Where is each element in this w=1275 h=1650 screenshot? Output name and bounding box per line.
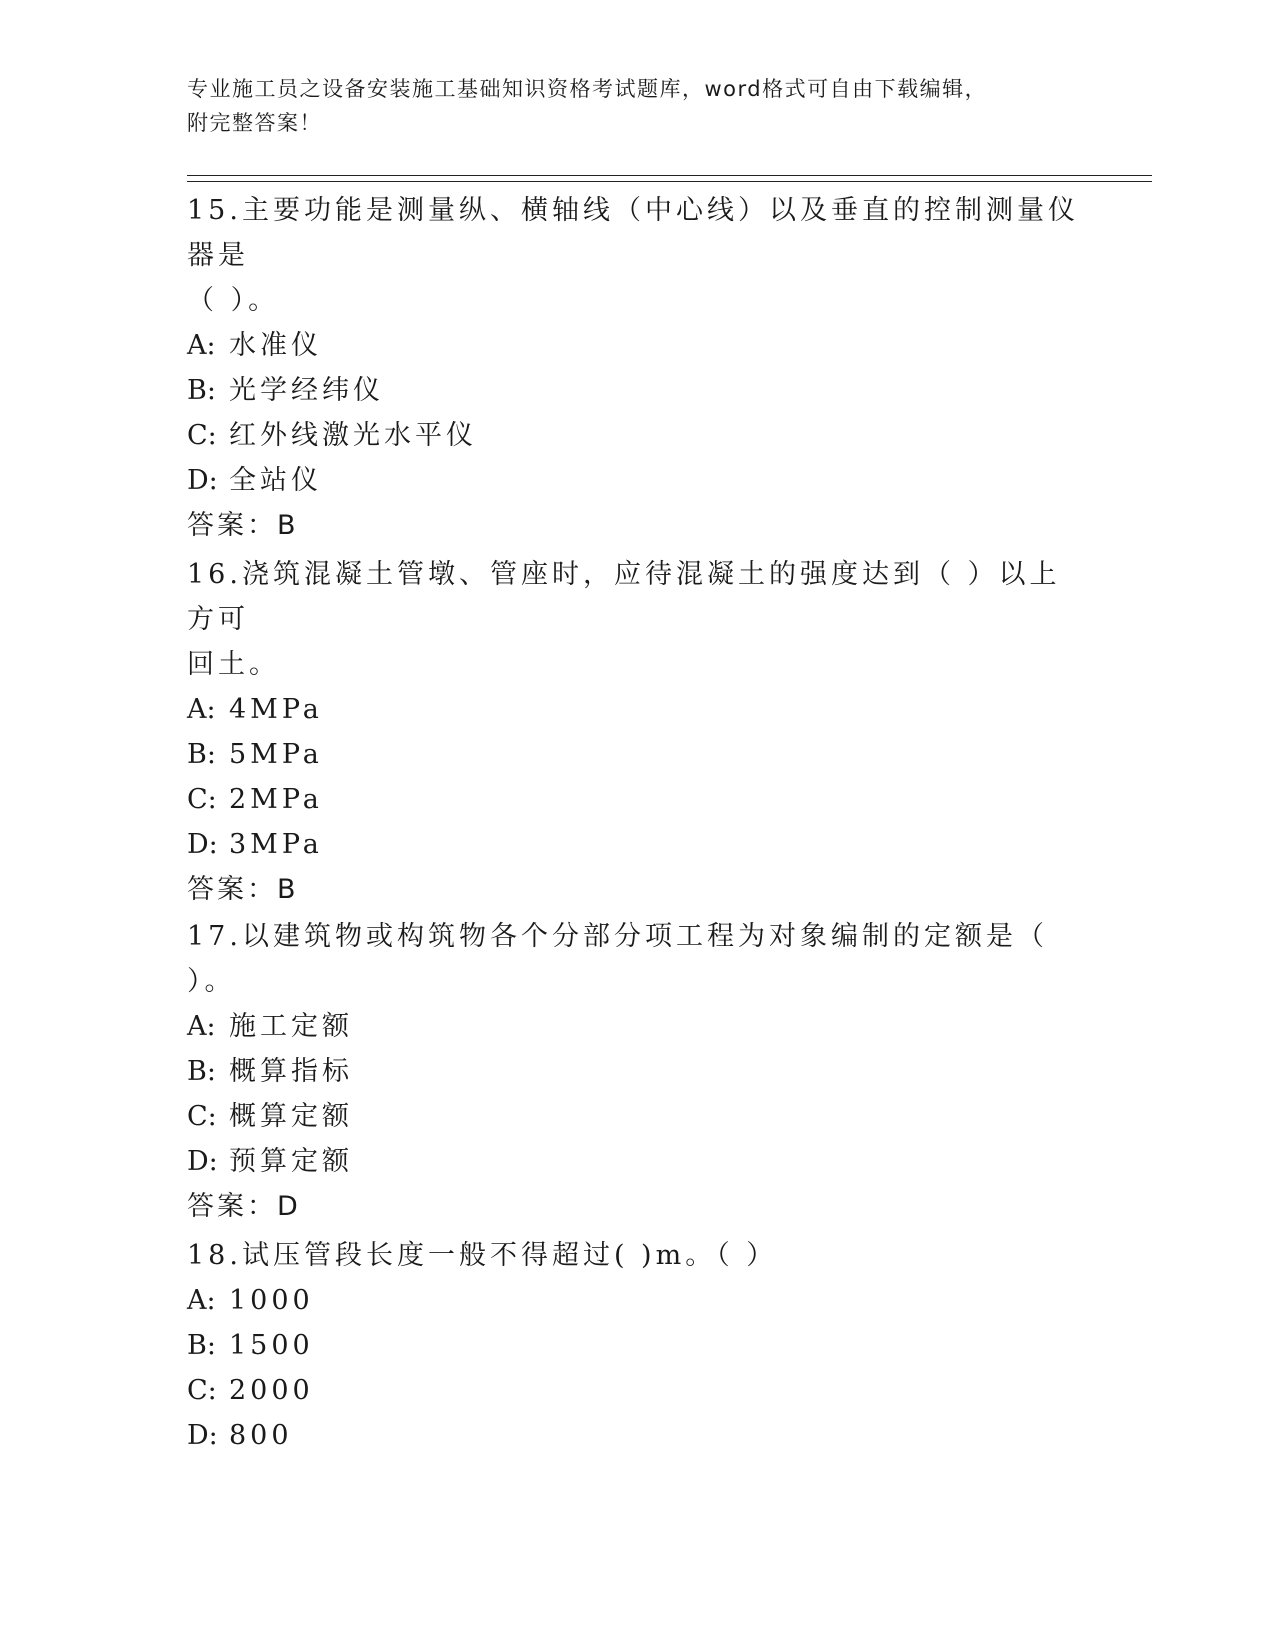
option-text: 预算定额 <box>229 1146 353 1177</box>
option-text: 3MPa <box>229 829 323 860</box>
option-key: C: <box>187 420 217 451</box>
question-stem-line: 16.浇筑混凝土管墩、管座时，应待混凝土的强度达到（ ）以上方可 <box>187 559 1061 635</box>
option-text: 光学经纬仪 <box>229 375 384 406</box>
question-stem <box>187 914 1087 1004</box>
header-line-2: 附完整答案！ <box>187 111 322 135</box>
question-18 <box>187 1233 1087 1458</box>
answer: 答案：B <box>187 874 299 905</box>
option-a <box>187 323 1087 368</box>
option-d <box>187 1413 1087 1458</box>
question-stem-line: 15.主要功能是测量纵、横轴线（中心线）以及垂直的控制测量仪器是 <box>187 195 1079 271</box>
option-text: 1500 <box>229 1330 314 1361</box>
option-c <box>187 1368 1087 1413</box>
option-text: 概算定额 <box>229 1101 353 1132</box>
header-line-1: 专业施工员之设备安装施工基础知识资格考试题库，word格式可自由下载编辑， <box>187 77 988 101</box>
answer: 答案：B <box>187 510 299 541</box>
option-a <box>187 1278 1087 1323</box>
option-text: 红外线激光水平仪 <box>229 420 477 451</box>
option-text: 水准仪 <box>229 330 322 361</box>
question-stem <box>187 552 1087 687</box>
answer: 答案：D <box>187 1191 301 1222</box>
option-key: C: <box>187 784 217 815</box>
option-text: 800 <box>229 1420 293 1451</box>
question-17 <box>187 914 1087 1229</box>
option-text: 2MPa <box>229 784 323 815</box>
option-d <box>187 1139 1087 1184</box>
header-divider-bottom <box>187 181 1152 182</box>
option-text: 概算指标 <box>229 1056 353 1087</box>
question-16 <box>187 552 1087 912</box>
option-text: 全站仪 <box>229 465 322 496</box>
option-c <box>187 777 1087 822</box>
question-stem-line: 18.试压管段长度一般不得超过( )m。（ ） <box>187 1240 778 1271</box>
option-key: B: <box>187 1056 216 1087</box>
document-header <box>187 72 1087 140</box>
option-key: D: <box>187 1420 218 1451</box>
option-key: B: <box>187 739 216 770</box>
option-b <box>187 732 1087 777</box>
option-a <box>187 687 1087 732</box>
question-stem-line: 回土。 <box>187 649 280 680</box>
option-key: A: <box>187 1011 216 1042</box>
option-text: 1000 <box>229 1285 314 1316</box>
option-key: A: <box>187 330 216 361</box>
option-key: A: <box>187 694 216 725</box>
option-b <box>187 1323 1087 1368</box>
option-key: D: <box>187 1146 218 1177</box>
option-c <box>187 413 1087 458</box>
option-key: D: <box>187 829 218 860</box>
option-text: 4MPa <box>229 694 323 725</box>
option-key: B: <box>187 375 216 406</box>
option-text: 施工定额 <box>229 1011 353 1042</box>
option-key: C: <box>187 1375 217 1406</box>
header-divider-top <box>187 175 1152 176</box>
question-15 <box>187 188 1087 548</box>
option-b <box>187 368 1087 413</box>
option-d <box>187 822 1087 867</box>
question-stem <box>187 188 1087 323</box>
option-c <box>187 1094 1087 1139</box>
question-stem-line: （ ）。 <box>187 285 280 316</box>
option-key: A: <box>187 1285 216 1316</box>
option-text: 5MPa <box>229 739 323 770</box>
option-d <box>187 458 1087 503</box>
option-key: B: <box>187 1330 216 1361</box>
option-key: D: <box>187 465 218 496</box>
option-text: 2000 <box>229 1375 314 1406</box>
question-stem <box>187 1233 1087 1278</box>
option-b <box>187 1049 1087 1094</box>
option-a <box>187 1004 1087 1049</box>
question-stem-line: 17.以建筑物或构筑物各个分部分项工程为对象编制的定额是（ ）。 <box>187 921 1048 997</box>
option-key: C: <box>187 1101 217 1132</box>
